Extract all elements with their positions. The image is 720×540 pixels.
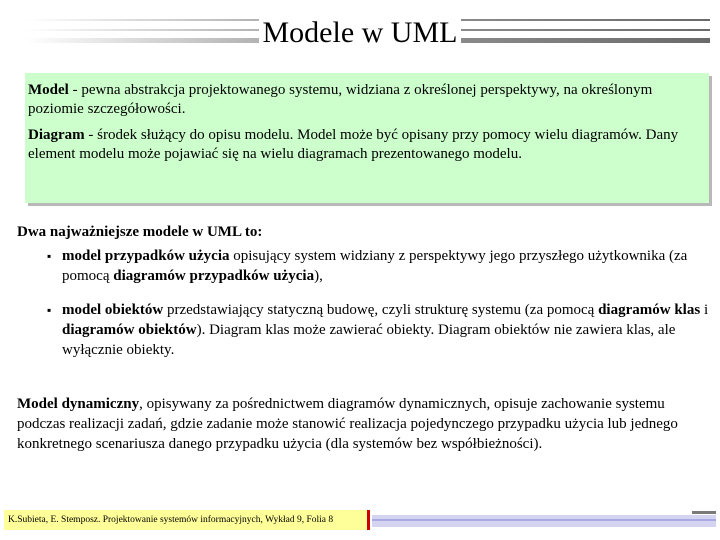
model-definition-text: - pewna abstrakcja projektowanego systemu, widziana z określonej perspektywy, na określonym poziomie szczegółowości.	[28, 82, 653, 117]
definitions-box	[25, 73, 709, 203]
object-model-term: model obiektów	[62, 302, 164, 318]
diagram-definition-text: - środek służący do opisu modelu. Model może być opisany przy pomocy wielu diagramów. Dany element modelu może pojawiać się na wielu diagramach prezentowanego modelu.	[28, 127, 679, 162]
use-case-model-term: model przypadków użycia	[62, 248, 230, 264]
list-item-object-model	[17, 300, 717, 360]
dynamic-model-paragraph	[17, 394, 707, 454]
model-term: Model	[28, 82, 69, 98]
bullet-icon: ▪	[47, 249, 52, 263]
object-diagrams-term: diagramów obiektów	[62, 322, 197, 338]
slide-title-text: Modele w UML	[259, 16, 462, 49]
use-case-diagrams-term: diagramów przypadków użycia	[113, 268, 315, 284]
object-model-text-end: ). Diagram klas może zawierać obiekty. Diagram obiektów nie zawiera klas, ale wyłącznie obiekty.	[62, 322, 676, 358]
main-content	[17, 222, 717, 360]
models-heading	[17, 222, 717, 242]
bullet-icon: ▪	[47, 303, 52, 317]
diagram-definition	[28, 126, 703, 164]
list-item-use-case-model	[17, 246, 717, 286]
dynamic-model-text: , opisywany za pośrednictwem diagramów dynamicznych, opisuje zachowanie systemu podczas realizacji zadań, gdzie zadanie może stanowić realizacja pojedynczego przypadku użycia lub jednego konkretnego scenariusza danego przypadku użycia (dla systemów bez współbieżności).	[17, 396, 678, 452]
dynamic-model-section	[17, 394, 707, 454]
object-model-conjunction: i	[700, 302, 709, 318]
use-case-model-text: opisujący system widziany z perspektywy jego przyszłego użytkownika (za pomocą	[62, 248, 688, 284]
class-diagrams-term: diagramów klas	[598, 302, 701, 318]
slide-title	[0, 16, 720, 50]
dynamic-model-term: Model dynamiczny	[17, 396, 140, 412]
model-definition	[28, 81, 703, 119]
object-model-text: przedstawiający statyczną budowę, czyli strukturę systemu (za pomocą	[163, 302, 599, 318]
diagram-term: Diagram	[28, 127, 85, 143]
models-heading-text: Dwa najważniejsze modele w UML to:	[17, 224, 263, 240]
footer-citation: K.Subieta, E. Stemposz. Projektowanie systemów informacyjnych, Wykład 9, Folia 8	[4, 510, 370, 530]
models-list	[17, 246, 717, 360]
footer-decoration	[372, 515, 716, 527]
use-case-model-text-end: ),	[314, 268, 323, 284]
